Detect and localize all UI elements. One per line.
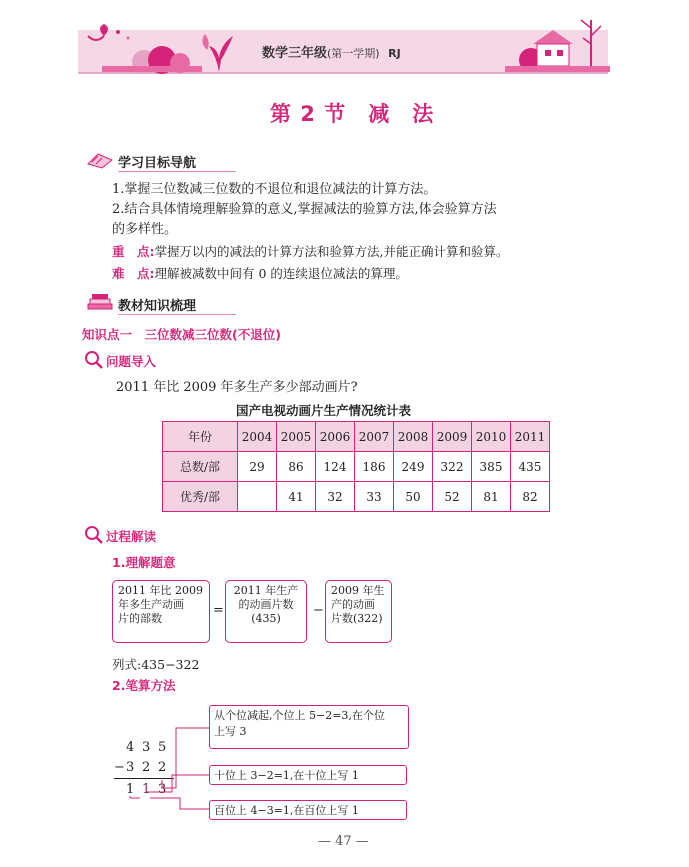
knowledge-title: 教材知识梳理 bbox=[118, 299, 197, 314]
table-row bbox=[163, 452, 550, 482]
table-header-cell: 2006 bbox=[316, 422, 355, 452]
goal-item: 2.结合具体情境理解验算的意义,掌握减法的验算方法,体会验算方法 bbox=[112, 202, 497, 217]
table-cell: 86 bbox=[277, 452, 316, 482]
meaning-box-1 bbox=[112, 580, 210, 643]
box-line: 的动画片数 bbox=[238, 598, 294, 611]
box-line: 片的部数 bbox=[118, 612, 162, 625]
stats-table bbox=[162, 421, 550, 512]
magnifier-icon bbox=[84, 525, 104, 545]
table-row-label: 总数/部 bbox=[163, 452, 238, 482]
calc-digit: 3 bbox=[142, 740, 151, 755]
step2-title: 2.笔算方法 bbox=[112, 678, 176, 693]
goals-list bbox=[112, 180, 582, 240]
table-header-cell: 2008 bbox=[394, 422, 433, 452]
table-header-cell: 2004 bbox=[238, 422, 277, 452]
header-left-decoration-icon bbox=[82, 22, 202, 74]
table-cell: 52 bbox=[433, 482, 472, 512]
table-cell: 41 bbox=[277, 482, 316, 512]
calc-digit: 2 bbox=[142, 760, 151, 775]
table-cell: 50 bbox=[394, 482, 433, 512]
calc-note-ones bbox=[209, 705, 409, 749]
header-right-house-icon bbox=[505, 14, 610, 74]
box-line: 片数(322) bbox=[331, 612, 383, 625]
table-header-cell: 2005 bbox=[277, 422, 316, 452]
calc-digit: 3 bbox=[126, 760, 135, 775]
table-cell bbox=[238, 482, 277, 512]
box-line: 2011 年比 2009 bbox=[118, 584, 203, 597]
table-header-cell: 年份 bbox=[163, 422, 238, 452]
box-line: (435) bbox=[251, 612, 281, 625]
box-line: 产的动画 bbox=[331, 598, 375, 611]
knowledge-point-title: 知识点一 三位数减三位数(不退位) bbox=[82, 327, 281, 342]
equals-sign: = bbox=[213, 603, 224, 618]
magnifier-icon bbox=[84, 350, 104, 370]
knowledge-title-underline bbox=[118, 314, 236, 315]
table-cell: 249 bbox=[394, 452, 433, 482]
table-header-cell: 2011 bbox=[511, 422, 550, 452]
key-point bbox=[112, 242, 592, 262]
table-header-cell: 2010 bbox=[472, 422, 511, 452]
header-title bbox=[262, 42, 401, 61]
difficult-point-text: 理解被减数中间有 0 的连续退位减法的算理。 bbox=[154, 266, 408, 281]
formula: 列式:435−322 bbox=[112, 657, 200, 672]
table-cell: 385 bbox=[472, 452, 511, 482]
goals-book-icon bbox=[86, 148, 114, 170]
note-line: 上写 3 bbox=[214, 725, 247, 738]
calc-note-hundreds: 百位上 4−3=1,在百位上写 1 bbox=[209, 800, 407, 820]
table-row-label: 优秀/部 bbox=[163, 482, 238, 512]
intro-title: 问题导入 bbox=[106, 354, 157, 369]
table-row bbox=[163, 422, 550, 452]
intro-question: 2011 年比 2009 年多生产多少部动画片? bbox=[116, 380, 358, 395]
table-cell: 32 bbox=[316, 482, 355, 512]
calc-connector-lines bbox=[120, 718, 215, 818]
table-cell: 81 bbox=[472, 482, 511, 512]
difficult-point bbox=[112, 264, 592, 284]
table-cell: 82 bbox=[511, 482, 550, 512]
key-point-label: 重 点: bbox=[112, 244, 155, 259]
table-cell: 29 bbox=[238, 452, 277, 482]
goals-title: 学习目标导航 bbox=[118, 156, 197, 171]
key-point-text: 掌握万以内的减法的计算方法和验算方法,并能正确计算和验算。 bbox=[154, 244, 509, 259]
meaning-box-3 bbox=[325, 580, 392, 643]
goals-title-underline bbox=[118, 171, 236, 172]
header-term: (第一学期) bbox=[327, 47, 380, 60]
table-cell: 124 bbox=[316, 452, 355, 482]
step1-title: 1.理解题意 bbox=[112, 555, 176, 570]
table-title: 国产电视动画片生产情况统计表 bbox=[236, 403, 412, 418]
box-line: 2011 年生产 bbox=[233, 584, 299, 597]
table-cell: 186 bbox=[355, 452, 394, 482]
page-number: — 47 — bbox=[318, 834, 369, 849]
calc-digit: 5 bbox=[158, 740, 167, 755]
table-cell: 435 bbox=[511, 452, 550, 482]
note-line: 从个位减起,个位上 5−2=3,在个位 bbox=[214, 709, 385, 722]
goal-item: 的多样性。 bbox=[112, 222, 178, 237]
calc-digit: 2 bbox=[158, 760, 167, 775]
header-edition: RJ bbox=[388, 47, 401, 60]
table-cell: 322 bbox=[433, 452, 472, 482]
calc-note-tens: 十位上 3−2=1,在十位上写 1 bbox=[209, 765, 407, 785]
goal-item: 1.掌握三位数减三位数的不退位和退位减法的计算方法。 bbox=[112, 182, 437, 197]
section-title: 第 2 节 减 法 bbox=[270, 102, 435, 126]
difficult-point-label: 难 点: bbox=[112, 266, 155, 281]
minus-sign: − bbox=[313, 603, 324, 618]
calc-digit: 1 bbox=[142, 782, 151, 797]
table-row bbox=[163, 482, 550, 512]
header-plant-icon bbox=[195, 28, 245, 74]
calc-digit: 3 bbox=[158, 782, 167, 797]
box-line: 年多生产动画 bbox=[118, 598, 184, 611]
calc-minus-sign: − bbox=[114, 760, 125, 775]
table-header-cell: 2009 bbox=[433, 422, 472, 452]
meaning-box-2 bbox=[225, 580, 307, 643]
books-stack-icon bbox=[84, 292, 116, 312]
box-line: 2009 年生 bbox=[331, 584, 385, 597]
table-header-cell: 2007 bbox=[355, 422, 394, 452]
calc-digit: 4 bbox=[126, 740, 135, 755]
calc-digit: 1 bbox=[126, 782, 135, 797]
table-cell: 33 bbox=[355, 482, 394, 512]
header-subject: 数学三年级 bbox=[262, 46, 328, 61]
process-title: 过程解读 bbox=[106, 529, 157, 544]
